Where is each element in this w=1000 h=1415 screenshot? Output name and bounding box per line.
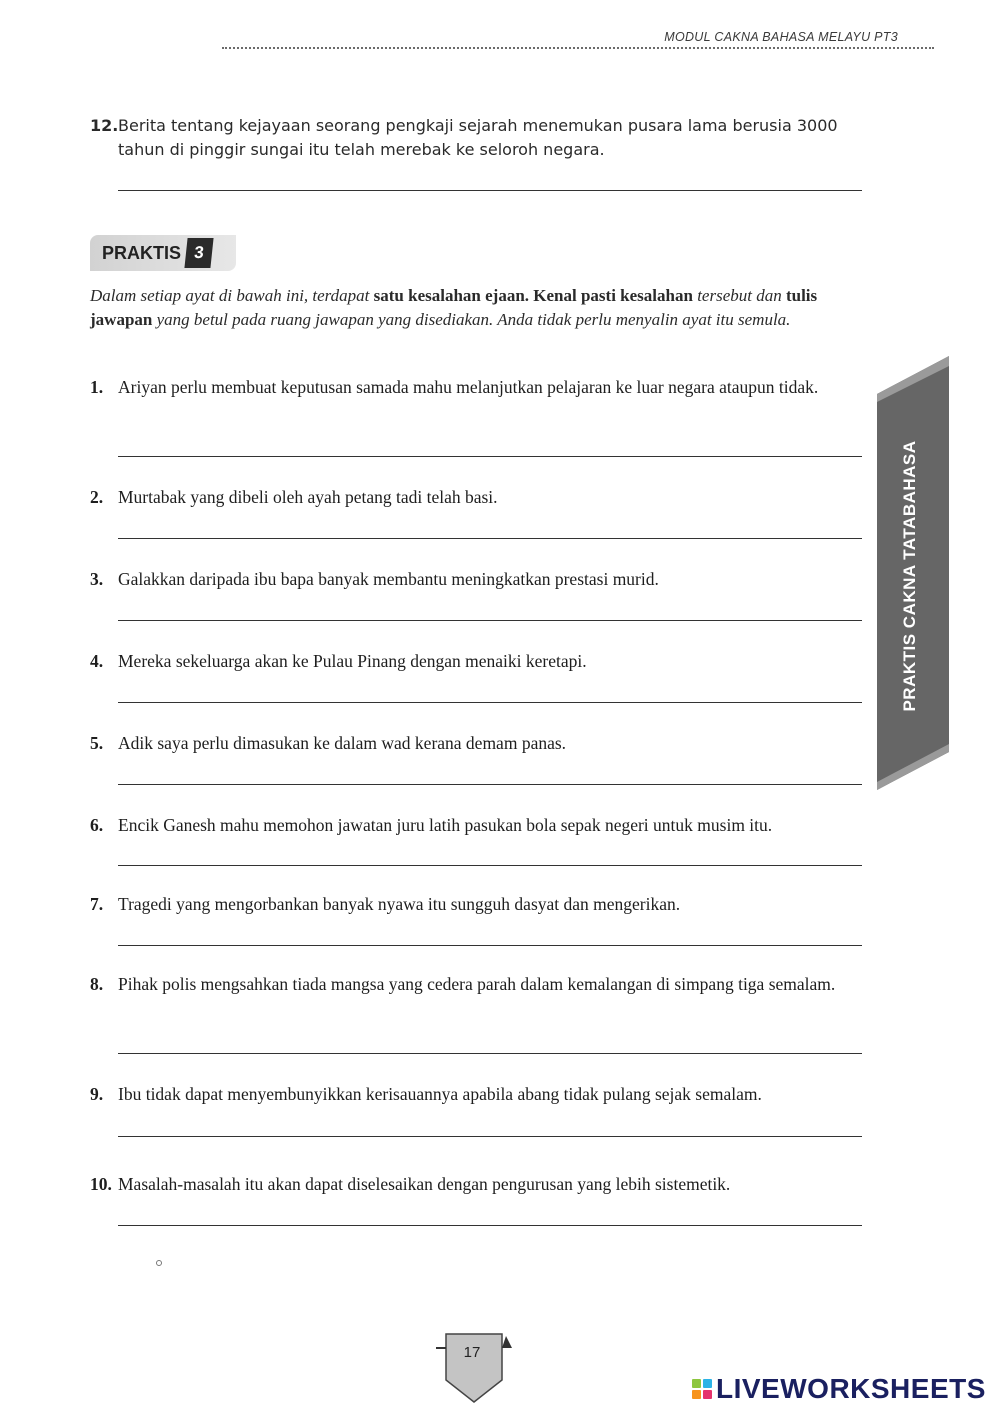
stray-mark [156, 1260, 162, 1266]
item-number: 2. [90, 487, 104, 507]
question-item [90, 648, 862, 675]
header-dotted-rule [222, 47, 934, 49]
answer-line-10[interactable] [118, 1225, 862, 1226]
side-tab-label: PRAKTIS CAKNA TATABAHASA [900, 440, 919, 712]
instructions: Dalam setiap ayat di bawah ini, terdapat satu kesalahan ejaan. Kenal pasti kesalahan tersebut dan tulis jawapan yang betul pada ruang jawapan yang disediakan. Anda tidak perlu menyalin ayat itu semula. [90, 286, 818, 329]
item-text: Ariyan perlu membuat keputusan samada mahu melanjutkan pelajaran ke luar negara ataupun tidak. [118, 377, 819, 397]
answer-line-1[interactable] [118, 456, 862, 457]
item-text: Tragedi yang mengorbankan banyak nyawa itu sungguh dasyat dan mengerikan. [118, 894, 681, 914]
brand-text: LIVEWORKSHEETS [716, 1373, 986, 1404]
answer-line-3[interactable] [118, 620, 862, 621]
item-text: Masalah-masalah itu akan dapat diselesaikan dengan pengurusan yang lebih sistemetik. [118, 1174, 731, 1194]
item-number: 8. [90, 974, 104, 994]
item-number: 1. [90, 377, 104, 397]
item-text: Mereka sekeluarga akan ke Pulau Pinang dengan menaiki keretapi. [118, 651, 587, 671]
praktis-badge [90, 235, 236, 271]
item-text: Encik Ganesh mahu memohon jawatan juru latih pasukan bola sepak negeri untuk musim itu. [118, 815, 773, 835]
question-item [90, 891, 862, 918]
question-text: Berita tentang kejayaan seorang pengkaji sejarah menemukan pusara lama berusia 3000 tahun di pinggir sungai itu telah merebak ke seloroh negara. [118, 116, 838, 159]
answer-line-6[interactable] [118, 865, 862, 866]
question-item [90, 484, 862, 511]
item-number: 3. [90, 569, 104, 589]
item-text: Murtabak yang dibeli oleh ayah petang tadi telah basi. [118, 487, 498, 507]
item-text: Adik saya perlu dimasukan ke dalam wad kerana demam panas. [118, 733, 567, 753]
question-item [90, 971, 862, 998]
answer-line-4[interactable] [118, 702, 862, 703]
item-text: Ibu tidak dapat menyembunyikkan kerisauannya apabila abang tidak pulang sejak semalam. [118, 1084, 762, 1104]
item-number: 4. [90, 651, 104, 671]
liveworksheets-logo [692, 1373, 986, 1405]
question-item [90, 812, 862, 839]
item-text: Galakkan daripada ibu bapa banyak membantu meningkatkan prestasi murid. [118, 569, 659, 589]
answer-line-9[interactable] [118, 1136, 862, 1137]
answer-line-7[interactable] [118, 945, 862, 946]
question-item [90, 1171, 862, 1198]
page-number-shield [436, 1330, 512, 1406]
item-number: 5. [90, 733, 104, 753]
badge-label: PRAKTIS [102, 243, 182, 263]
item-text: Pihak polis mengsahkan tiada mangsa yang cedera parah dalam kemalangan di simpang tiga semalam. [118, 974, 836, 994]
question-item [90, 730, 862, 757]
page-number: 17 [463, 1344, 481, 1361]
question-item [90, 1081, 862, 1108]
question-item [90, 566, 862, 593]
answer-line-5[interactable] [118, 784, 862, 785]
question-12 [90, 114, 865, 162]
liveworksheets-icon [692, 1379, 712, 1399]
section-side-tab [877, 356, 949, 790]
answer-line-2[interactable] [118, 538, 862, 539]
item-number: 10. [90, 1174, 112, 1194]
badge-number: 3 [184, 238, 213, 268]
item-number: 9. [90, 1084, 104, 1104]
answer-line-12[interactable] [118, 190, 862, 191]
module-title: MODUL CAKNA BAHASA MELAYU PT3 [660, 30, 902, 44]
answer-line-8[interactable] [118, 1053, 862, 1054]
question-item [90, 374, 862, 401]
item-number: 7. [90, 894, 104, 914]
item-number: 6. [90, 815, 104, 835]
question-number: 12. [90, 116, 119, 135]
